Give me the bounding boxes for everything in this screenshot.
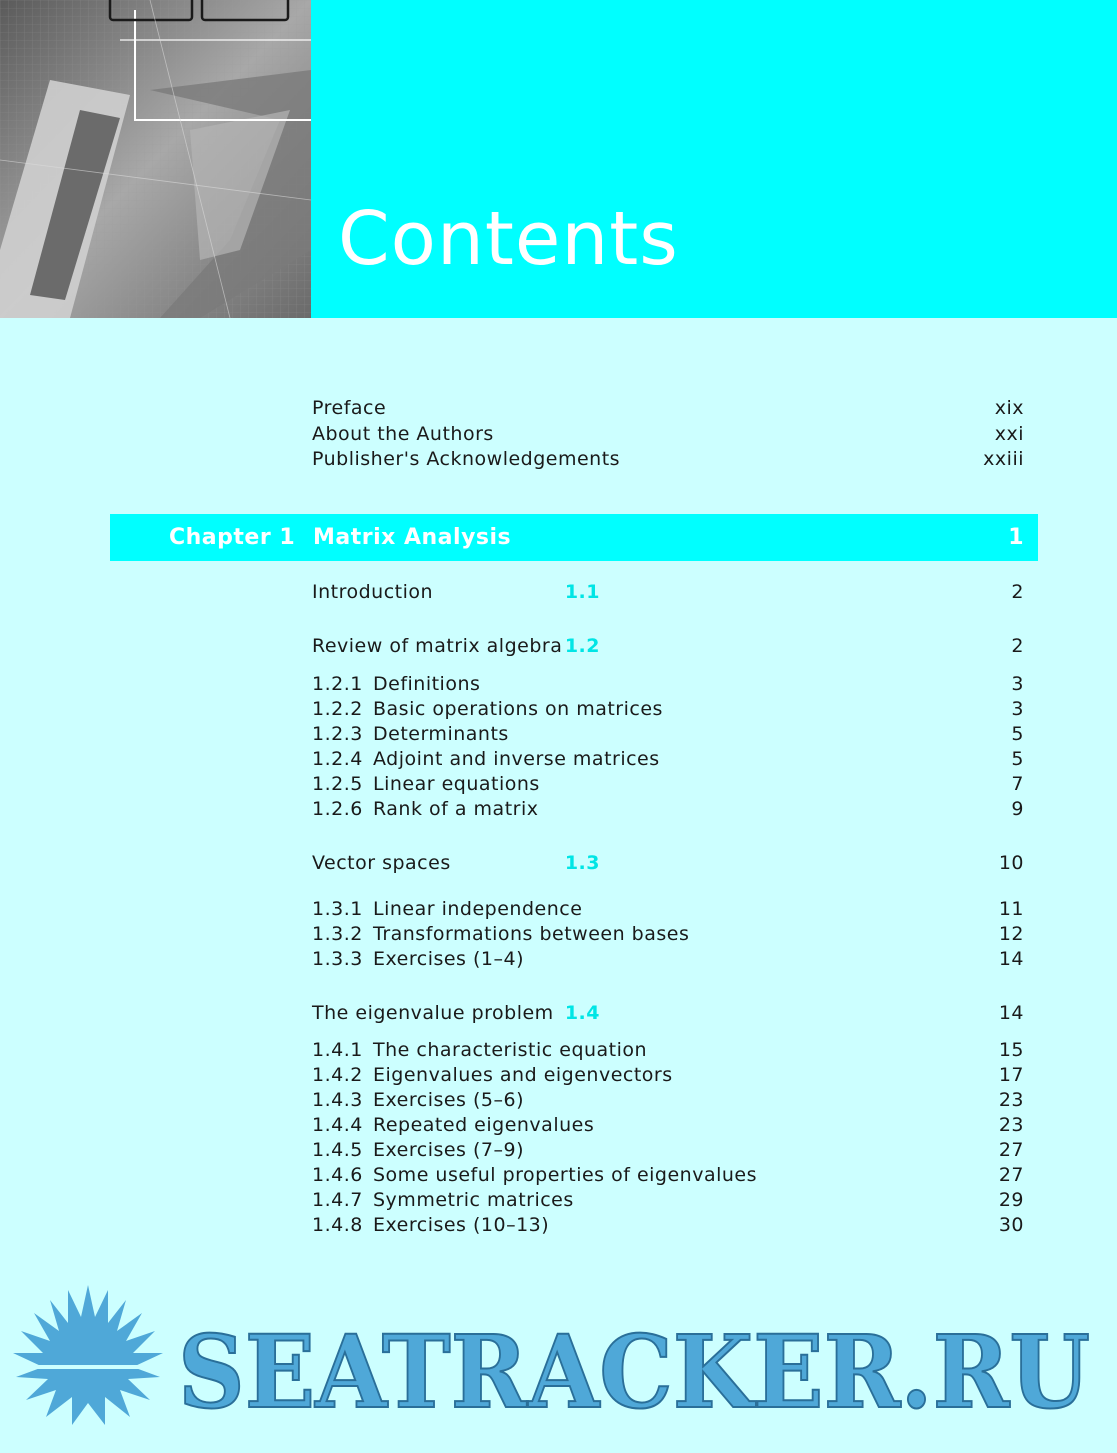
toc-subsection-1-2-4[interactable] bbox=[312, 746, 1024, 772]
toc-front-preface[interactable] bbox=[312, 395, 1024, 421]
chapter-label: Chapter 1 bbox=[169, 525, 296, 550]
subsection-title: Linear equations bbox=[373, 773, 540, 795]
toc-subsection-1-2-6[interactable] bbox=[312, 796, 1024, 822]
toc-entry-page: xxiii bbox=[983, 448, 1024, 470]
subsection-title: Exercises (10–13) bbox=[373, 1214, 550, 1236]
toc-subsection-1-4-8[interactable] bbox=[312, 1212, 1024, 1238]
toc-entry-title: Publisher's Acknowledgements bbox=[312, 448, 621, 470]
toc-subsection-1-2-2[interactable] bbox=[312, 696, 1024, 722]
subsection-number: 1.2.2 bbox=[312, 698, 363, 720]
header-image bbox=[0, 0, 311, 318]
subsection-page: 29 bbox=[998, 1189, 1024, 1211]
subsection-number: 1.4.8 bbox=[312, 1214, 363, 1236]
subsection-title: Rank of a matrix bbox=[373, 798, 539, 820]
subsection-title: Transformations between bases bbox=[373, 923, 690, 945]
chapter-1-heading[interactable] bbox=[110, 514, 1038, 561]
chapter-page: 1 bbox=[1008, 525, 1024, 550]
section-title: Vector spaces bbox=[312, 852, 451, 874]
subsection-number: 1.4.3 bbox=[312, 1089, 363, 1111]
subsection-number: 1.3.3 bbox=[312, 948, 363, 970]
toc-entry-title: About the Authors bbox=[312, 423, 494, 445]
toc-subsection-1-4-4[interactable] bbox=[312, 1112, 1024, 1138]
page-title: Contents bbox=[338, 196, 679, 282]
toc-subsection-1-4-6[interactable] bbox=[312, 1162, 1024, 1188]
subsection-number: 1.3.1 bbox=[312, 898, 363, 920]
subsection-title: Determinants bbox=[373, 723, 509, 745]
toc-entry-page: xxi bbox=[994, 423, 1024, 445]
subsection-page: 9 bbox=[1011, 798, 1024, 820]
toc-section-1-3[interactable] bbox=[312, 850, 1024, 876]
section-title: Introduction bbox=[312, 581, 434, 603]
chapter-title: Matrix Analysis bbox=[313, 525, 512, 550]
subsection-title: Linear independence bbox=[373, 898, 583, 920]
subsection-title: Adjoint and inverse matrices bbox=[373, 748, 660, 770]
subsection-page: 12 bbox=[998, 923, 1024, 945]
subsection-page: 3 bbox=[1011, 673, 1024, 695]
subsection-number: 1.2.3 bbox=[312, 723, 363, 745]
subsection-page: 7 bbox=[1011, 773, 1024, 795]
subsection-number: 1.2.4 bbox=[312, 748, 363, 770]
section-page: 10 bbox=[998, 852, 1024, 874]
subsection-number: 1.2.5 bbox=[312, 773, 363, 795]
toc-subsection-1-2-5[interactable] bbox=[312, 771, 1024, 797]
subsection-page: 14 bbox=[998, 948, 1024, 970]
toc-entry-page: xix bbox=[994, 397, 1024, 419]
subsection-page: 3 bbox=[1011, 698, 1024, 720]
toc-subsection-1-2-3[interactable] bbox=[312, 721, 1024, 747]
subsection-title: Some useful properties of eigenvalues bbox=[373, 1164, 758, 1186]
subsection-page: 17 bbox=[998, 1064, 1024, 1086]
section-number: 1.4 bbox=[564, 1002, 600, 1024]
section-page: 2 bbox=[1011, 581, 1024, 603]
toc-entry-title: Preface bbox=[312, 397, 387, 419]
subsection-title: Definitions bbox=[373, 673, 481, 695]
toc-subsection-1-3-3[interactable] bbox=[312, 946, 1024, 972]
subsection-page: 27 bbox=[998, 1139, 1024, 1161]
subsection-page: 5 bbox=[1011, 748, 1024, 770]
toc-subsection-1-4-5[interactable] bbox=[312, 1137, 1024, 1163]
subsection-page: 15 bbox=[998, 1039, 1024, 1061]
sun-icon bbox=[13, 1285, 163, 1425]
toc-front-acknowledgements[interactable] bbox=[312, 446, 1024, 472]
subsection-number: 1.4.1 bbox=[312, 1039, 363, 1061]
subsection-number: 1.2.1 bbox=[312, 673, 363, 695]
toc-subsection-1-4-2[interactable] bbox=[312, 1062, 1024, 1088]
subsection-page: 11 bbox=[998, 898, 1024, 920]
subsection-title: Basic operations on matrices bbox=[373, 698, 663, 720]
subsection-number: 1.4.2 bbox=[312, 1064, 363, 1086]
subsection-title: Symmetric matrices bbox=[373, 1189, 574, 1211]
toc-subsection-1-2-1[interactable] bbox=[312, 671, 1024, 697]
subsection-page: 23 bbox=[998, 1089, 1024, 1111]
toc-section-1-1[interactable] bbox=[312, 579, 1024, 605]
toc-subsection-1-4-7[interactable] bbox=[312, 1187, 1024, 1213]
subsection-number: 1.3.2 bbox=[312, 923, 363, 945]
section-title: Review of matrix algebra bbox=[312, 635, 563, 657]
section-number: 1.1 bbox=[564, 581, 600, 603]
subsection-title: Exercises (5–6) bbox=[373, 1089, 525, 1111]
section-number: 1.3 bbox=[564, 852, 600, 874]
subsection-number: 1.2.6 bbox=[312, 798, 363, 820]
toc-subsection-1-4-3[interactable] bbox=[312, 1087, 1024, 1113]
toc-subsection-1-4-1[interactable] bbox=[312, 1037, 1024, 1063]
section-title: The eigenvalue problem bbox=[312, 1002, 554, 1024]
subsection-number: 1.4.6 bbox=[312, 1164, 363, 1186]
subsection-title: Exercises (7–9) bbox=[373, 1139, 525, 1161]
subsection-number: 1.4.5 bbox=[312, 1139, 363, 1161]
subsection-title: Repeated eigenvalues bbox=[373, 1114, 595, 1136]
subsection-page: 30 bbox=[998, 1214, 1024, 1236]
subsection-title: The characteristic equation bbox=[373, 1039, 648, 1061]
subsection-page: 5 bbox=[1011, 723, 1024, 745]
subsection-number: 1.4.7 bbox=[312, 1189, 363, 1211]
toc-front-about-authors[interactable] bbox=[312, 421, 1024, 447]
subsection-title: Exercises (1–4) bbox=[373, 948, 525, 970]
subsection-page: 27 bbox=[998, 1164, 1024, 1186]
section-number: 1.2 bbox=[564, 635, 600, 657]
toc-subsection-1-3-2[interactable] bbox=[312, 921, 1024, 947]
subsection-number: 1.4.4 bbox=[312, 1114, 363, 1136]
subsection-page: 23 bbox=[998, 1114, 1024, 1136]
subsection-title: Eigenvalues and eigenvectors bbox=[373, 1064, 673, 1086]
watermark bbox=[0, 1285, 1117, 1435]
toc-section-1-2[interactable] bbox=[312, 633, 1024, 659]
section-page: 14 bbox=[998, 1002, 1024, 1024]
watermark-text: SEATRACKER.RU bbox=[178, 1313, 1090, 1431]
toc-section-1-4[interactable] bbox=[312, 1000, 1024, 1026]
section-page: 2 bbox=[1011, 635, 1024, 657]
toc-subsection-1-3-1[interactable] bbox=[312, 896, 1024, 922]
